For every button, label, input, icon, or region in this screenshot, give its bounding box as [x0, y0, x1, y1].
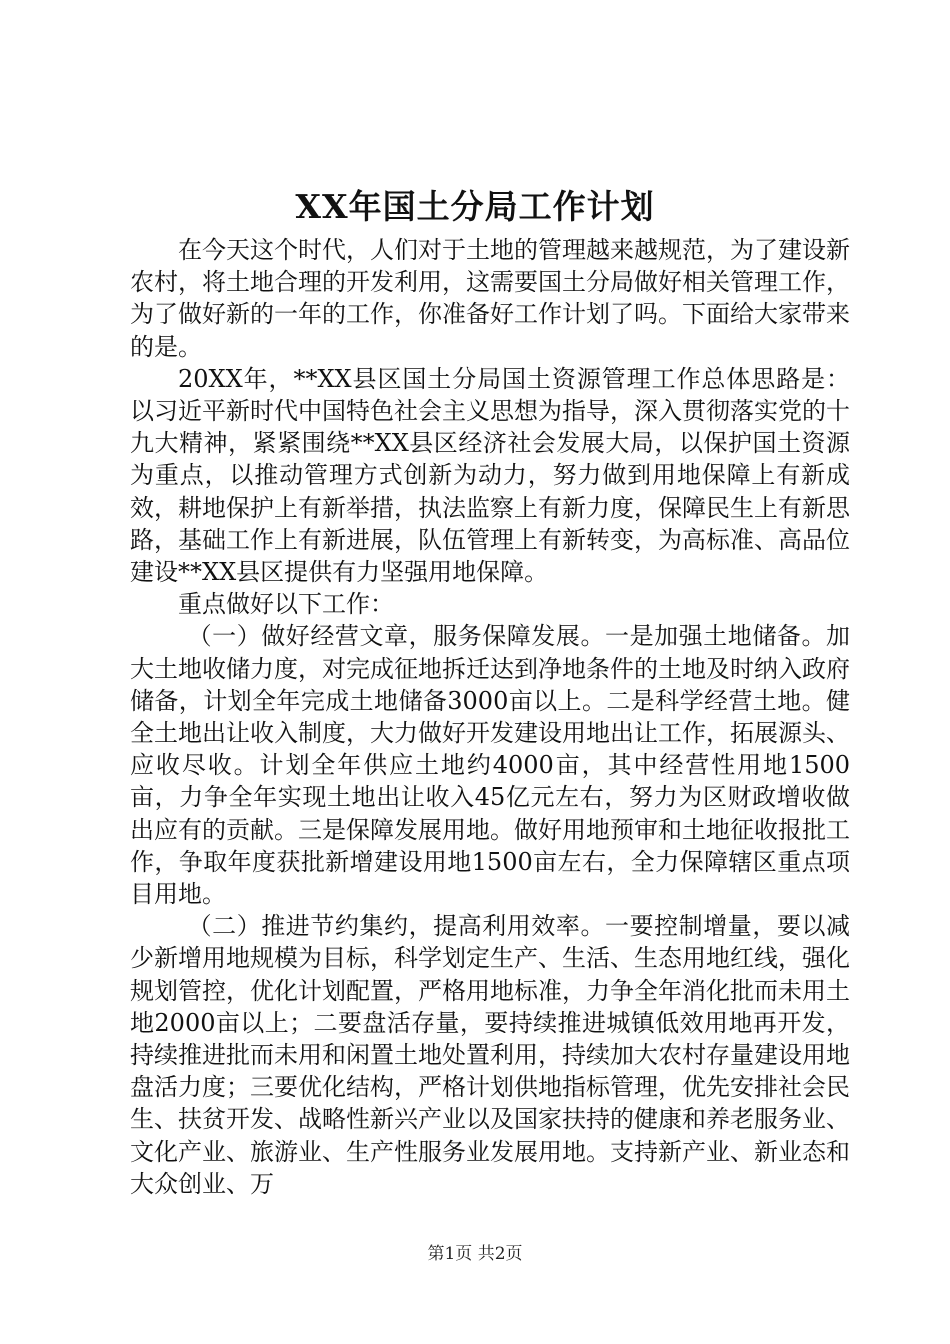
intro-paragraph: 在今天这个时代，人们对于土地的管理越来越规范，为了建设新农村，将土地合理的开发利用，这需要国土分局做好相关管理工作，为了做好新的一年的工作，你准备好工作计划了吗。下面给大家带来的是。	[130, 236, 850, 361]
document-title: XX年国土分局工作计划	[295, 187, 655, 226]
key-tasks-heading: 重点做好以下工作：	[178, 590, 394, 619]
task-one-paragraph: （一）做好经营文章，服务保障发展。一是加强土地储备。加大土地收储力度，对完成征地拆迁达到净地条件的土地及时纳入政府储备，计划全年完成土地储备3000亩以上。二是科学经营土地。健全土地出让收入制度，大力做好开发建设用地出让工作，拓展源头、应收尽收。计划全年供应土地约4000亩，其中经营性用地1500亩，力争全年实现土地出让收入45亿元左右，努力为区财政增收做出应有的贡献。三是保障发展用地。做好用地预审和土地征收报批工作，争取年度获批新增建设用地1500亩左右，全力保障辖区重点项目用地。	[130, 622, 850, 909]
page-footer: 第1页 共2页	[427, 1244, 523, 1264]
document-body	[130, 234, 850, 1200]
task-two-paragraph: （二）推进节约集约，提高利用效率。一要控制增量，要以减少新增用地规模为目标，科学划定生产、生活、生态用地红线，强化规划管控，优化计划配置，严格用地标准，力争全年消化批而未用土地2000亩以上；二要盘活存量，要持续推进城镇低效用地再开发，持续推进批而未用和闲置土地处置利用，持续加大农村存量建设用地盘活力度；三要优化结构，严格计划供地指标管理，优先安排社会民生、扶贫开发、战略性新兴产业以及国家扶持的健康和养老服务业、文化产业、旅游业、生产性服务业发展用地。支持新产业、新业态和大众创业、万	[130, 912, 850, 1198]
overall-approach-paragraph: 20XX年，**XX县区国土分局国土资源管理工作总体思路是：以习近平新时代中国特色社会主义思想为指导，深入贯彻落实党的十九大精神，紧紧围绕**XX县区经济社会发展大局，以保护国土资源为重点，以推动管理方式创新为动力，努力做到用地保障上有新成效，耕地保护上有新举措，执法监察上有新力度，保障民生上有新思路，基础工作上有新进展，队伍管理上有新转变，为高标准、高品位建设**XX县区提供有力坚强用地保障。	[130, 364, 850, 587]
